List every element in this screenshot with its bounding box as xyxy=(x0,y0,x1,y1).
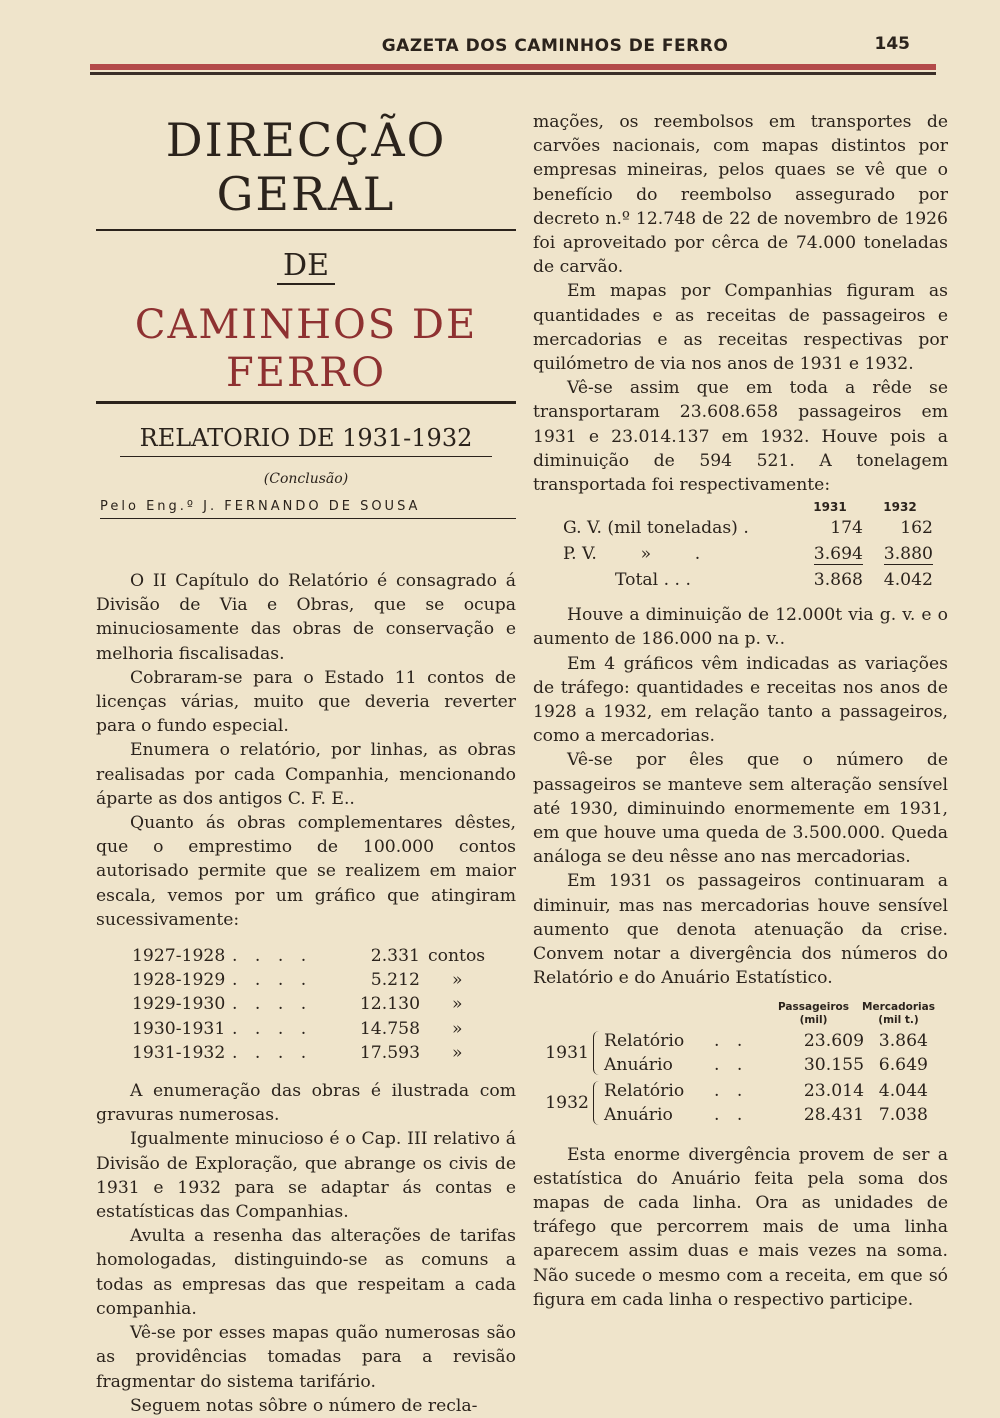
comparison-table xyxy=(533,1001,948,1127)
leader-dots: . . xyxy=(714,1104,749,1125)
report-title xyxy=(96,422,516,457)
tonnage-total-row xyxy=(533,567,948,593)
paragraph: Vê-se por esses mapas quão numerosas são as providências tomadas para a revisão fragmentar do sistema tarifário. xyxy=(96,1323,516,1392)
paragraph: Em 4 gráficos vêm indicadas as variações de tráfego: quantidades e receitas nos anos de 1928 a 1932, em relação tanto a passageiros, como a mercadorias. xyxy=(533,653,948,747)
conclusion-note: (Conclusão) xyxy=(263,471,349,487)
left-body-text-continued xyxy=(96,1079,516,1418)
right-column xyxy=(533,110,948,1312)
paragraph: Houve a diminuição de 12.000t via g. v. e o aumento de 186.000 na p. v.. xyxy=(533,605,948,650)
works-value: 12.130 xyxy=(359,994,420,1015)
tonnage-label: G. V. (mil toneladas) . xyxy=(563,518,749,539)
comparison-row xyxy=(604,1103,948,1127)
total-1931: 3.868 xyxy=(813,570,863,591)
col-passengers-label: Passageiros xyxy=(778,1000,849,1013)
works-value: 17.593 xyxy=(359,1042,420,1063)
passengers-value: 28.431 xyxy=(803,1104,864,1125)
leader-dots: . . . . xyxy=(232,946,313,967)
leader-dots: . . xyxy=(714,1080,749,1101)
article-title: DIRECÇÃO GERAL xyxy=(165,113,447,221)
paragraph: Em mapas por Companhias figuram as quantidades e as receitas de passageiros e mercadorias e as receitas respectivas por quilómetro de via nos anos de 1931 e 1932. xyxy=(533,281,948,375)
works-period: 1928-1929 xyxy=(132,970,226,991)
tonnage-1931 xyxy=(793,541,863,567)
tonnage-1932: 162 xyxy=(900,518,933,539)
header-rule-red xyxy=(90,64,936,70)
title-underline xyxy=(96,229,516,231)
works-period: 1927-1928 xyxy=(132,946,226,967)
paragraph: Quanto ás obras complementares dêstes, que o emprestimo de 100.000 contos autorisado permite que se realizem em maior escala, vemos por um gráfico que atingiram sucessivamente: xyxy=(96,813,516,930)
comparison-header xyxy=(771,1001,948,1027)
paragraph: Vê-se por êles que o número de passageiros se manteve sem alteração sensível até 1930, diminuindo enormemente em 1931, em que houve uma queda de 3.500.000. Queda análoga se deu nêsse ano nas mercadorias. xyxy=(533,750,948,868)
title-connector xyxy=(96,249,516,285)
comparison-row xyxy=(604,1029,948,1053)
title-de-text: DE xyxy=(277,249,335,285)
source-label: Relatório xyxy=(604,1030,685,1051)
col-passengers-unit: (mil) xyxy=(799,1013,828,1026)
comparison-rows xyxy=(604,1079,948,1127)
goods-value: 4.044 xyxy=(878,1080,928,1101)
col-1932: 1932 xyxy=(883,500,917,515)
paragraph: Esta enorme divergência provem de ser a estatística do Anuário feita pela soma dos mapas de cada linha. Ora as unidades de tráfego que percorrem mais de uma linha aparecem assim duas e mais vezes na soma. Não sucede o mesmo com a receita, em que só figura em cada linha o respectivo participe. xyxy=(533,1144,948,1310)
passengers-value: 23.014 xyxy=(803,1080,864,1101)
paragraph: Em 1931 os passageiros continuaram a diminuir, mas nas mercadorias houve sensível aumento que denota atenuação da crise. Convem notar a divergência dos números do Relatório e do Anuário Estatístico. xyxy=(533,871,948,989)
col-goods xyxy=(856,1001,941,1027)
goods-value: 7.038 xyxy=(878,1104,928,1125)
tonnage-1931: 174 xyxy=(830,518,863,539)
tonnage-row xyxy=(533,541,948,567)
works-value: 2.331 xyxy=(370,946,420,967)
works-period: 1930-1931 xyxy=(132,1018,226,1039)
brace xyxy=(593,1031,600,1075)
comparison-row xyxy=(604,1079,948,1103)
col-goods-unit: (mil t.) xyxy=(878,1013,919,1026)
brace xyxy=(593,1081,600,1125)
source-label: Anuário xyxy=(604,1104,673,1125)
goods-value: 3.864 xyxy=(878,1030,928,1051)
comparison-group xyxy=(533,1029,948,1077)
left-body-text xyxy=(96,569,516,932)
paragraph: A enumeração das obras é ilustrada com gravuras numerosas. xyxy=(96,1081,516,1126)
works-unit: contos xyxy=(428,946,486,967)
passengers-value: 30.155 xyxy=(803,1054,864,1075)
col-goods-label: Mercadorias xyxy=(862,1000,935,1013)
total-1932: 4.042 xyxy=(883,570,933,591)
source-label: Anuário xyxy=(604,1054,673,1075)
paragraph: Enumera o relatório, por linhas, as obras realisadas por cada Companhia, mencionando áparte as dos antigos C. F. E.. xyxy=(96,740,516,809)
header-rule-black xyxy=(90,72,936,75)
works-unit: » xyxy=(452,994,463,1015)
paragraph: Cobraram-se para o Estado 11 contos de licenças várias, muito que deveria reverter para o fundo especial. xyxy=(96,667,516,737)
comparison-row xyxy=(604,1053,948,1077)
works-value: 5.212 xyxy=(370,970,420,991)
right-body-text-continued xyxy=(533,603,948,990)
goods-value: 6.649 xyxy=(878,1054,928,1075)
works-row xyxy=(132,992,516,1016)
leader-dots: . . . . xyxy=(232,994,313,1015)
paragraph: Vê-se assim que em toda a rêde se transportaram 23.608.658 passageiros em 1931 e 23.014.137 em 1932. Houve pois a diminuição de 594 521. A tonelagem transportada foi respectivamente: xyxy=(533,378,948,496)
works-row xyxy=(132,1041,516,1065)
works-row xyxy=(132,944,516,968)
page-number: 145 xyxy=(874,34,910,54)
works-period: 1931-1932 xyxy=(132,1042,226,1063)
comparison-rows xyxy=(604,1029,948,1077)
right-body-text-final xyxy=(533,1143,948,1312)
tonnage-1932-value: 3.880 xyxy=(883,544,933,565)
source-label: Relatório xyxy=(604,1080,685,1101)
comparison-group xyxy=(533,1079,948,1127)
paragraph: Seguem notas sôbre o número de recla- xyxy=(130,1395,478,1416)
tonnage-1931-value: 3.694 xyxy=(813,544,863,565)
works-value: 14.758 xyxy=(359,1018,420,1039)
leader-dots: . . . . xyxy=(232,1042,313,1063)
col-passengers xyxy=(771,1001,856,1027)
left-column xyxy=(96,105,516,1418)
leader-dots: . . xyxy=(714,1030,749,1051)
col-1931: 1931 xyxy=(813,500,847,515)
works-table xyxy=(132,944,516,1065)
paragraph: O II Capítulo do Relatório é consagrado á Divisão de Via e Obras, que se ocupa minuciosamente das obras de conservação e melhoria fiscalisadas. xyxy=(96,571,516,664)
works-row xyxy=(132,1017,516,1041)
works-period: 1929-1930 xyxy=(132,994,226,1015)
tonnage-table xyxy=(533,499,948,593)
running-title: GAZETA DOS CAMINHOS DE FERRO xyxy=(381,36,729,56)
comparison-year: 1932 xyxy=(545,1092,589,1113)
works-unit: » xyxy=(452,1018,463,1039)
leader-dots: . . xyxy=(714,1054,749,1075)
subtitle-underline xyxy=(96,401,516,404)
total-label: Total . . . xyxy=(615,570,691,591)
right-body-text xyxy=(533,110,948,497)
report-title-text: RELATORIO DE 1931-1932 xyxy=(120,422,493,457)
tonnage-label: P. V. » . xyxy=(563,544,701,565)
paragraph: Igualmente minucioso é o Cap. III relativo á Divisão de Exploração, que abrange os civis de 1931 e 1932 para se adaptar ás contas e estatísticas das Companhias. xyxy=(96,1129,516,1223)
works-row xyxy=(132,968,516,992)
page-header xyxy=(90,30,940,60)
article-subtitle: CAMINHOS DE FERRO xyxy=(134,302,478,396)
comparison-year: 1931 xyxy=(545,1042,589,1063)
works-unit: » xyxy=(452,1042,463,1063)
author-byline: Pelo Eng.º J. FERNANDO DE SOUSA xyxy=(100,499,516,519)
leader-dots: . . . . xyxy=(232,1018,313,1039)
passengers-value: 23.609 xyxy=(803,1030,864,1051)
tonnage-row xyxy=(533,515,948,541)
paragraph: Avulta a resenha das alterações de tarifas homologadas, distinguindo-se as comuns a todas as empresas das que respeitam a cada companhia. xyxy=(96,1226,516,1319)
leader-dots: . . . . xyxy=(232,970,313,991)
works-unit: » xyxy=(452,970,463,991)
paragraph: mações, os reembolsos em transportes de carvões nacionais, com mapas distintos por empresas mineiras, pelos quaes se vê que o benefício do reembolso assegurado por decreto n.º 12.748 de 22 de novembro de 1926 foi aproveitado por cêrca de 74.000 toneladas de carvão. xyxy=(533,112,948,278)
tonnage-1932 xyxy=(863,541,933,567)
tonnage-header xyxy=(795,499,948,515)
